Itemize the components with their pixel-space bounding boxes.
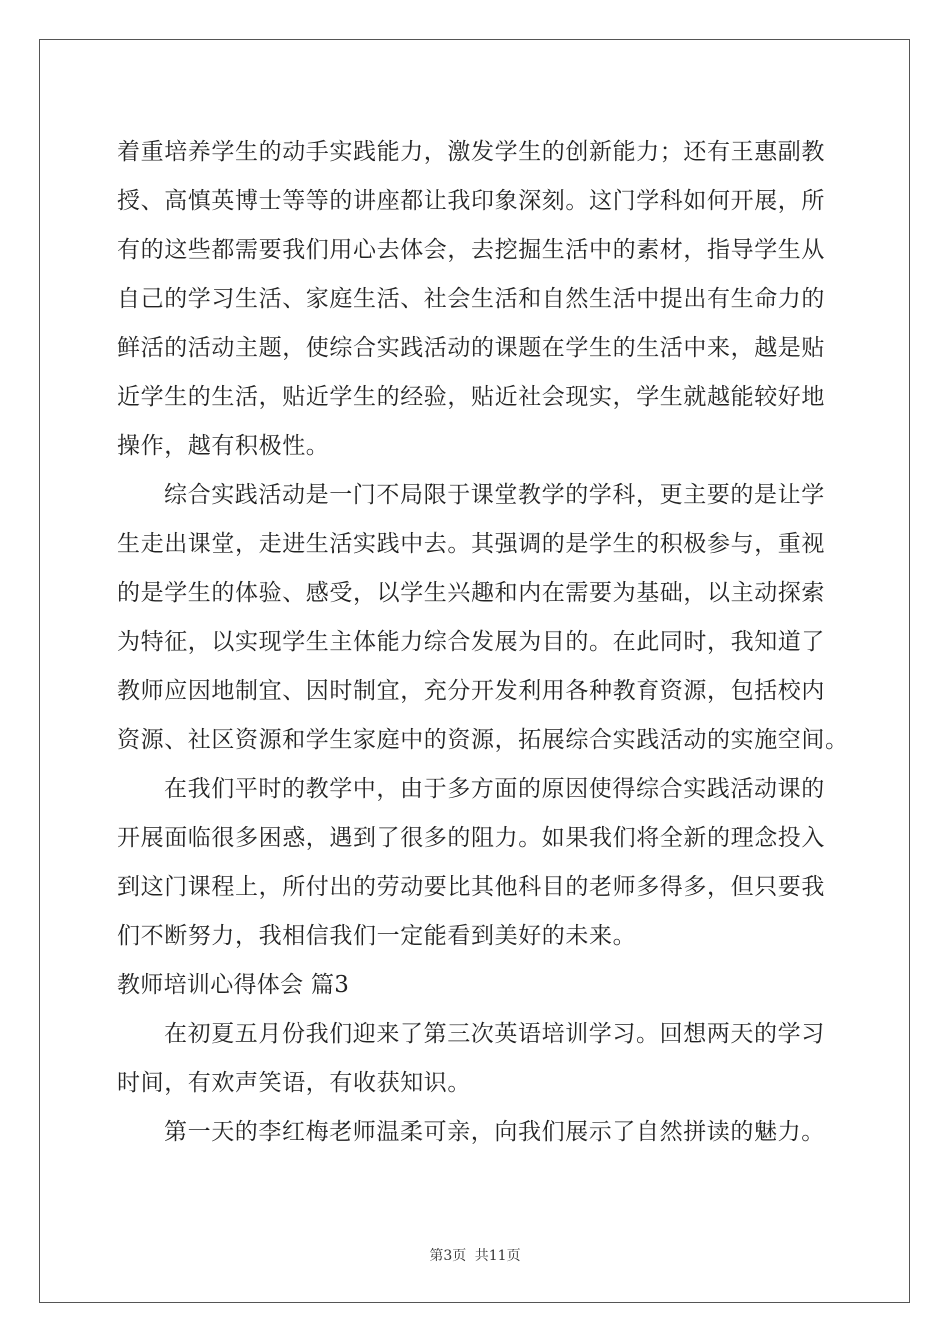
text-line: 时间，有欢声笑语，有收获知识。 [117, 1070, 471, 1096]
page-footer [0, 1245, 950, 1265]
text-line: 为特征，以实现学生主体能力综合发展为目的。在此同时，我知道了 [117, 629, 825, 655]
text-line: 资源、社区资源和学生家庭中的资源，拓展综合实践活动的实施空间。 [117, 727, 849, 753]
text-line: 有的这些都需要我们用心去体会，去挖掘生活中的素材，指导学生从 [117, 237, 825, 263]
text-line: 教师应因地制宜、因时制宜，充分开发利用各种教育资源，包括校内 [117, 678, 825, 704]
paragraph-first-line: 综合实践活动是一门不局限于课堂教学的学科，更主要的是让学 [164, 482, 825, 508]
text-line: 的是学生的体验、感受，以学生兴趣和内在需要为基础，以主动探索 [117, 580, 825, 606]
text-line: 授、高慎英博士等等的讲座都让我印象深刻。这门学科如何开展，所 [117, 188, 825, 214]
paragraph-first-line: 在我们平时的教学中，由于多方面的原因使得综合实践活动课的 [164, 776, 825, 802]
section-heading: 教师培训心得体会 篇3 [117, 972, 350, 998]
text-line: 着重培养学生的动手实践能力，激发学生的创新能力；还有王惠副教 [117, 139, 825, 165]
text-line: 近学生的生活，贴近学生的经验，贴近社会现实，学生就越能较好地 [117, 384, 825, 410]
page-total: 共11页 [474, 1248, 521, 1264]
text-line: 自己的学习生活、家庭生活、社会生活和自然生活中提出有生命力的 [117, 286, 825, 312]
paragraph-first-line: 第一天的李红梅老师温柔可亲，向我们展示了自然拼读的魅力。 [164, 1119, 825, 1145]
text-line: 操作，越有积极性。 [117, 433, 330, 459]
text-line: 生走出课堂，走进生活实践中去。其强调的是学生的积极参与，重视 [117, 531, 825, 557]
document-body [117, 128, 849, 1157]
text-line: 们不断努力，我相信我们一定能看到美好的未来。 [117, 923, 637, 949]
page-number: 第3页 [429, 1248, 467, 1264]
text-line: 鲜活的活动主题，使综合实践活动的课题在学生的生活中来，越是贴 [117, 335, 825, 361]
text-line: 到这门课程上，所付出的劳动要比其他科目的老师多得多，但只要我 [117, 874, 825, 900]
text-line: 开展面临很多困惑，遇到了很多的阻力。如果我们将全新的理念投入 [117, 825, 825, 851]
paragraph-first-line: 在初夏五月份我们迎来了第三次英语培训学习。回想两天的学习 [164, 1021, 825, 1047]
